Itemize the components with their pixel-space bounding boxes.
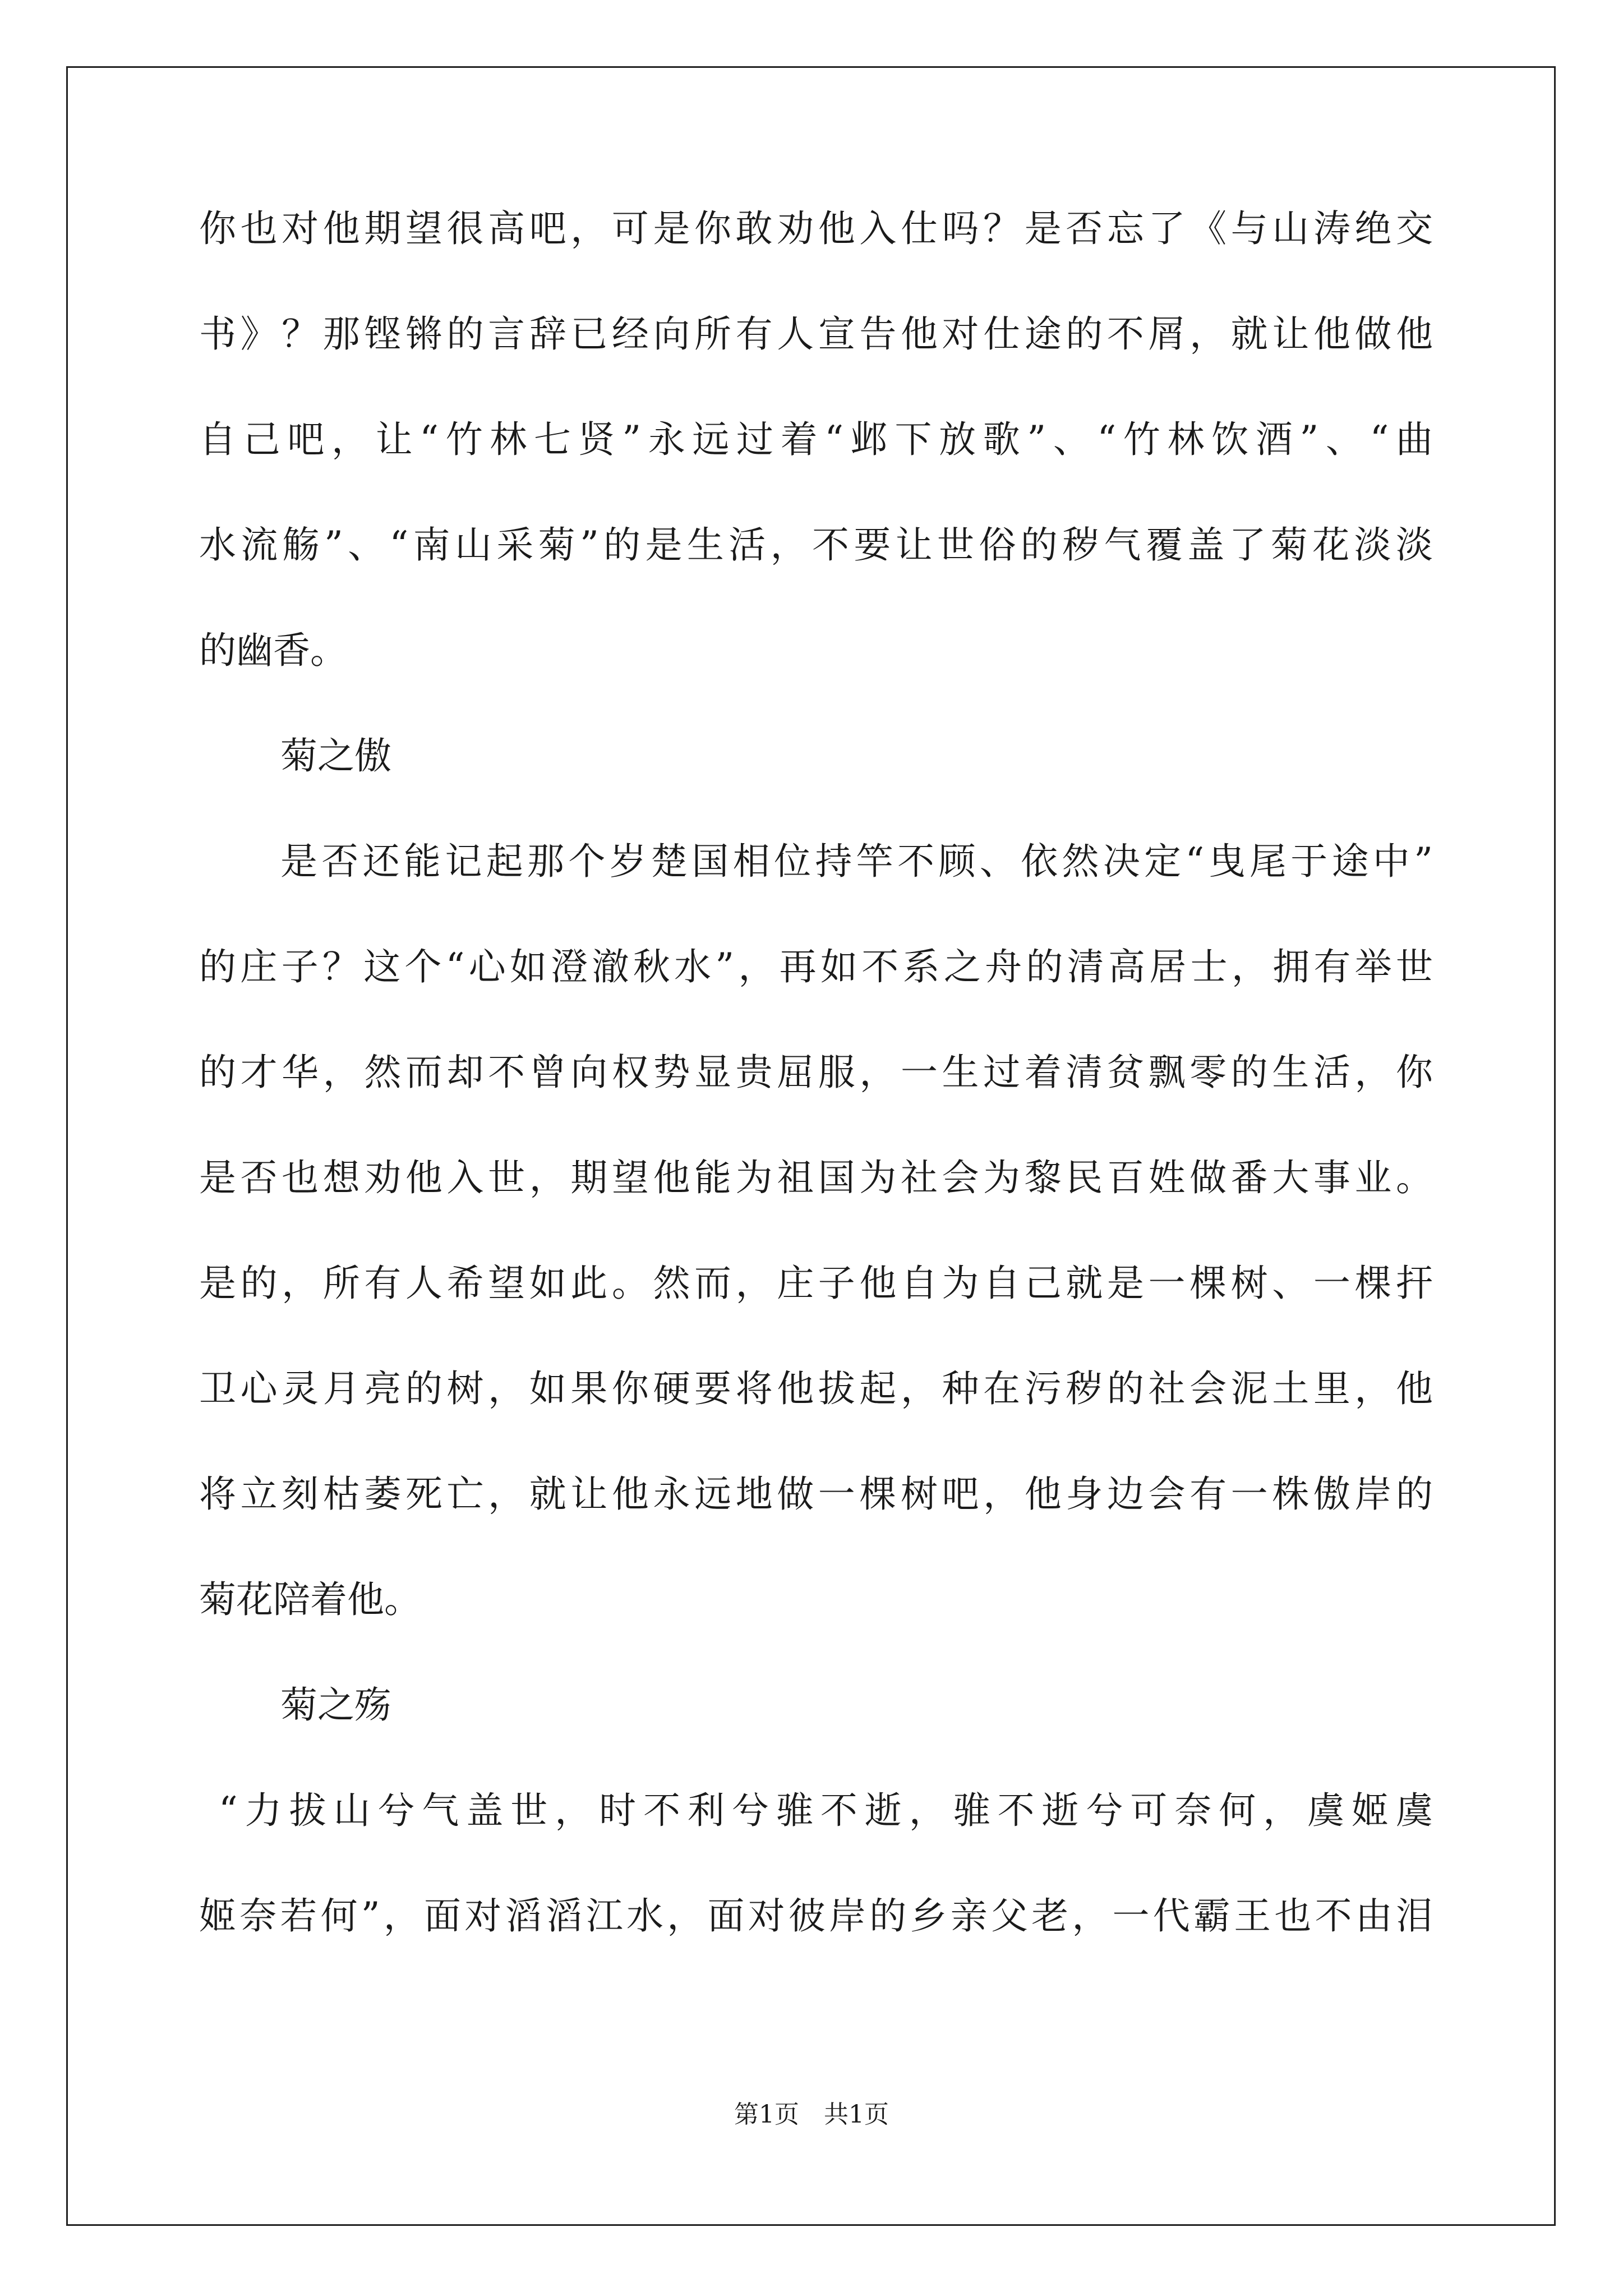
document-body [199, 202, 1433, 1995]
text-line: “力拔山兮气盖世，时不利兮骓不逝，骓不逝兮可奈何，虞姬虞 [219, 1789, 1433, 1832]
text-line: 卫心灵月亮的树，如果你硬要将他拔起，种在污秽的社会泥土里，他 [199, 1367, 1433, 1410]
text-line: 菊花陪着他。 [199, 1578, 421, 1621]
section-heading: 菊之傲 [280, 734, 391, 777]
text-line: 是否还能记起那个岁楚国相位持竿不顾、依然决定“曳尾于途中” [280, 840, 1433, 883]
text-line: 你也对他期望很高吧，可是你敢劝他入仕吗？是否忘了《与山涛绝交 [199, 207, 1433, 250]
text-line: 姬奈若何”，面对滔滔江水，面对彼岸的乡亲父老，一代霸王也不由泪 [199, 1894, 1433, 1938]
text-line: 的庄子？这个“心如澄澈秋水”，再如不系之舟的清高居士，拥有举世 [199, 945, 1433, 988]
text-line: 水流觞”、“南山采菊”的是生活，不要让世俗的秽气覆盖了菊花淡淡 [199, 523, 1433, 567]
text-line: 是否也想劝他入世，期望他能为祖国为社会为黎民百姓做番大事业。 [199, 1156, 1433, 1199]
text-line: 将立刻枯萎死亡，就让他永远地做一棵树吧，他身边会有一株傲岸的 [199, 1473, 1433, 1516]
text-line: 的幽香。 [199, 629, 347, 672]
section-heading: 菊之殇 [280, 1683, 391, 1727]
page-footer: 第1页 共1页 [734, 2100, 889, 2129]
text-line: 的才华，然而却不曾向权势显贵屈服，一生过着清贫飘零的生活，你 [199, 1051, 1433, 1094]
text-line: 自己吧，让“竹林七贤”永远过着“邺下放歌”、“竹林饮酒”、“曲 [199, 418, 1433, 461]
text-line: 书》？那铿锵的言辞已经向所有人宣告他对仕途的不屑，就让他做他 [199, 312, 1433, 356]
text-line: 是的，所有人希望如此。然而，庄子他自为自己就是一棵树、一棵扞 [199, 1262, 1433, 1305]
